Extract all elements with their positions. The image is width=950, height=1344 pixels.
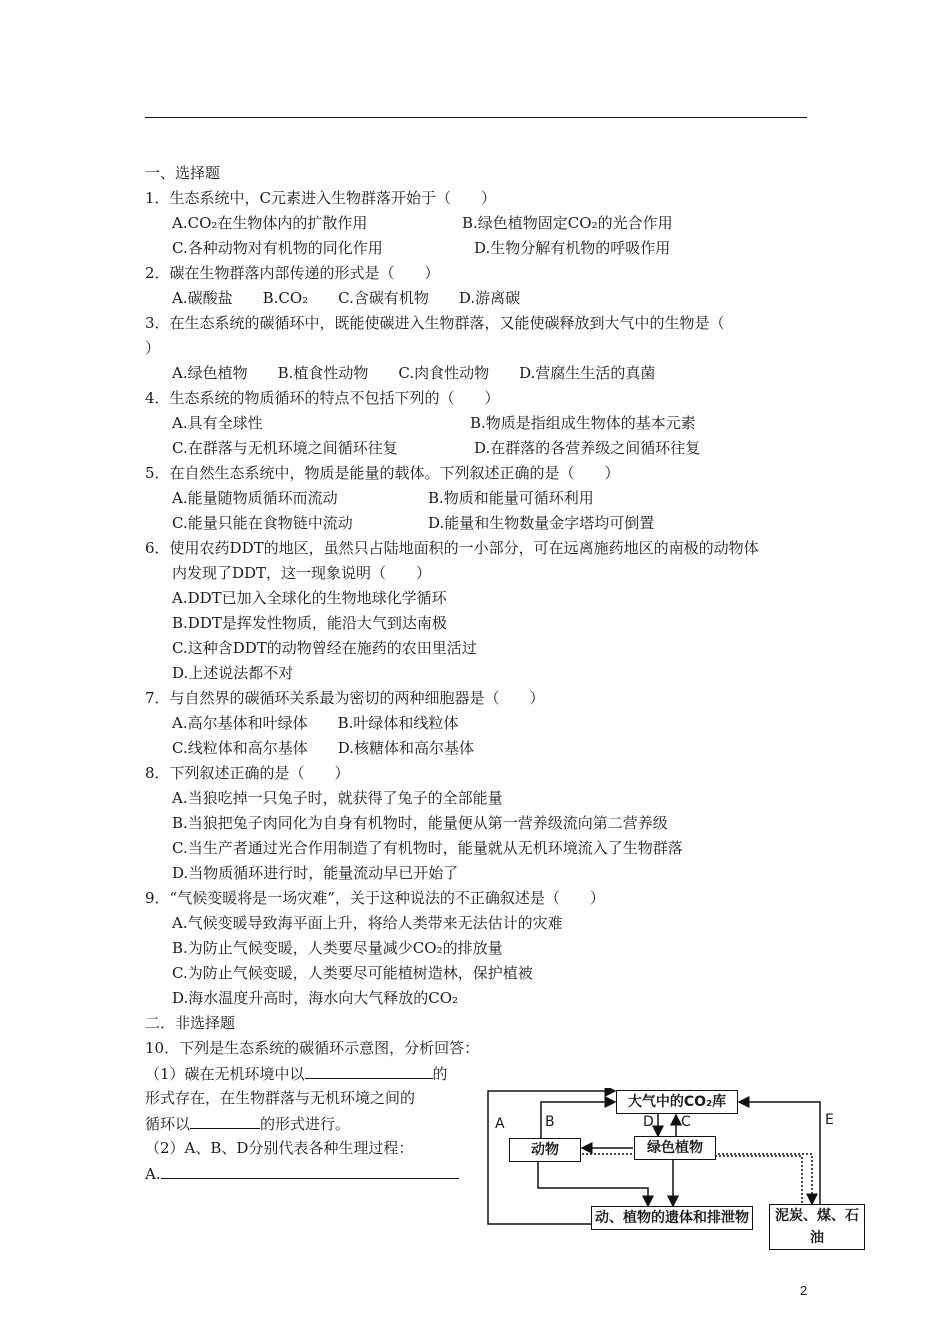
box-remains: 动、植物的遗体和排泄物: [591, 1206, 753, 1230]
q4-option-b: B.物质是指组成生物体的基本元素: [470, 414, 696, 432]
question-3-stem: 3．在生态系统的碳循环中，既能使碳进入生物群落，又能使碳释放到大气中的生物是（: [145, 314, 725, 332]
question-9-stem: 9．“气候变暖将是一场灾难”，关于这种说法的不正确叙述是（ ）: [145, 889, 605, 907]
carbon-cycle-diagram: [483, 1088, 873, 1246]
q6-option-d: D.上述说法都不对: [172, 664, 294, 682]
page-number: 2: [800, 1283, 808, 1298]
q9-option-a: A.气候变暖导致海平面上升，将给人类带来无法估计的灾难: [172, 914, 563, 932]
q7-options-ab: A.高尔基体和叶绿体 B.叶绿体和线粒体: [172, 714, 459, 732]
arrow-animal-remains: [538, 1160, 648, 1206]
q10-part2-a: A.: [145, 1163, 459, 1184]
q6-option-c: C.这种含DDT的动物曾经在施药的农田里活过: [172, 639, 477, 657]
answer-blank-a[interactable]: [161, 1163, 459, 1179]
q1-option-c: C.各种动物对有机物的同化作用: [172, 239, 383, 257]
question-6-cont: 内发现了DDT，这一现象说明（ ）: [172, 564, 432, 582]
q4-option-d: D.在群落的各营养级之间循环往复: [474, 439, 701, 457]
section-title-nonchoice: 二．非选择题: [145, 1014, 236, 1032]
q3-options: A.绿色植物 B.植食性动物 C.肉食性动物 D.营腐生生活的真菌: [172, 364, 656, 382]
question-6-stem: 6．使用农药DDT的地区，虽然只占陆地面积的一小部分，可在远离施药地区的南极的动物体: [145, 539, 759, 557]
q9-option-c: C.为防止气候变暖，人类要尽可能植树造林，保护植被: [172, 964, 533, 982]
q5-option-d: D.能量和生物数量金字塔均可倒置: [428, 514, 655, 532]
label-e: E: [825, 1112, 834, 1128]
q10-part1-line2: 形式存在，在生物群落与无机环境之间的: [145, 1089, 416, 1107]
question-3-cont: ）: [145, 339, 161, 357]
answer-blank-2[interactable]: [190, 1113, 260, 1129]
section-title-choice: 一、选择题: [145, 164, 221, 182]
question-10-stem: 10．下列是生态系统的碳循环示意图，分析回答：: [145, 1039, 480, 1057]
answer-blank-1[interactable]: [305, 1063, 433, 1079]
box-fossil-fuels: 泥炭、煤、石油: [769, 1204, 865, 1250]
q4-option-a: A.具有全球性: [172, 414, 263, 432]
label-d: D: [643, 1114, 654, 1130]
q1-option-d: D.生物分解有机物的呼吸作用: [474, 239, 671, 257]
q5-option-b: B.物质和能量可循环利用: [428, 489, 594, 507]
q9-option-b: B.为防止气候变暖，人类要尽量减少CO₂的排放量: [172, 939, 503, 957]
arrow-e: [739, 1102, 820, 1204]
question-8-stem: 8．下列叙述正确的是（ ）: [145, 764, 350, 782]
header-rule: [145, 117, 807, 118]
q9-option-d: D.海水温度升高时，海水向大气释放的CO₂: [172, 989, 459, 1007]
question-5-stem: 5．在自然生态系统中，物质是能量的载体。下列叙述正确的是（ ）: [145, 464, 620, 482]
arrow-dotted-animal-fossil: [582, 1154, 812, 1204]
q8-option-a: A.当狼吃掉一只兔子时，就获得了兔子的全部能量: [172, 789, 503, 807]
q1-option-b: B.绿色植物固定CO₂的光合作用: [462, 214, 673, 232]
question-1-stem: 1．生态系统中，C元素进入生物群落开始于（ ）: [145, 189, 497, 207]
q5-option-c: C.能量只能在食物链中流动: [172, 514, 353, 532]
q1-option-a: A.CO₂在生物体内的扩散作用: [172, 214, 368, 232]
q8-option-d: D.当物质循环进行时，能量流动早已开始了: [172, 864, 459, 882]
box-animal: 动物: [509, 1138, 581, 1162]
q10-part1-line3: 循环以 的形式进行。: [145, 1115, 351, 1133]
question-4-stem: 4．生态系统的物质循环的特点不包括下列的（ ）: [145, 389, 500, 407]
q8-option-b: B.当狼把兔子肉同化为自身有机物时，能量便从第一营养级流向第二营养级: [172, 814, 668, 832]
q6-option-a: A.DDT已加入全球化的生物地球化学循环: [172, 589, 447, 607]
q10-part2: （2）A、B、D分别代表各种生理过程：: [145, 1139, 414, 1157]
q2-options: A.碳酸盐 B.CO₂ C.含碳有机物 D.游离碳: [172, 289, 521, 307]
q8-option-c: C.当生产者通过光合作用制造了有机物时，能量就从无机环境流入了生物群落: [172, 839, 683, 857]
box-atmosphere-co2: 大气中的CO₂库: [616, 1090, 738, 1114]
label-c: C: [681, 1114, 691, 1130]
label-b: B: [545, 1114, 555, 1130]
q7-options-cd: C.线粒体和高尔基体 D.核糖体和高尔基体: [172, 739, 474, 757]
label-a: A: [495, 1116, 505, 1132]
q10-part1-line1: （1）碳在无机环境中以 的: [145, 1065, 448, 1083]
q4-option-c: C.在群落与无机环境之间循环往复: [172, 439, 398, 457]
box-green-plant: 绿色植物: [634, 1136, 716, 1160]
question-2-stem: 2．碳在生物群落内部传递的形式是（ ）: [145, 264, 440, 282]
question-7-stem: 7．与自然界的碳循环关系最为密切的两种细胞器是（ ）: [145, 689, 545, 707]
q5-option-a: A.能量随物质循环而流动: [172, 489, 338, 507]
q6-option-b: B.DDT是挥发性物质，能沿大气到达南极: [172, 614, 447, 632]
arrow-dotted-plant-fossil: [715, 1156, 802, 1204]
